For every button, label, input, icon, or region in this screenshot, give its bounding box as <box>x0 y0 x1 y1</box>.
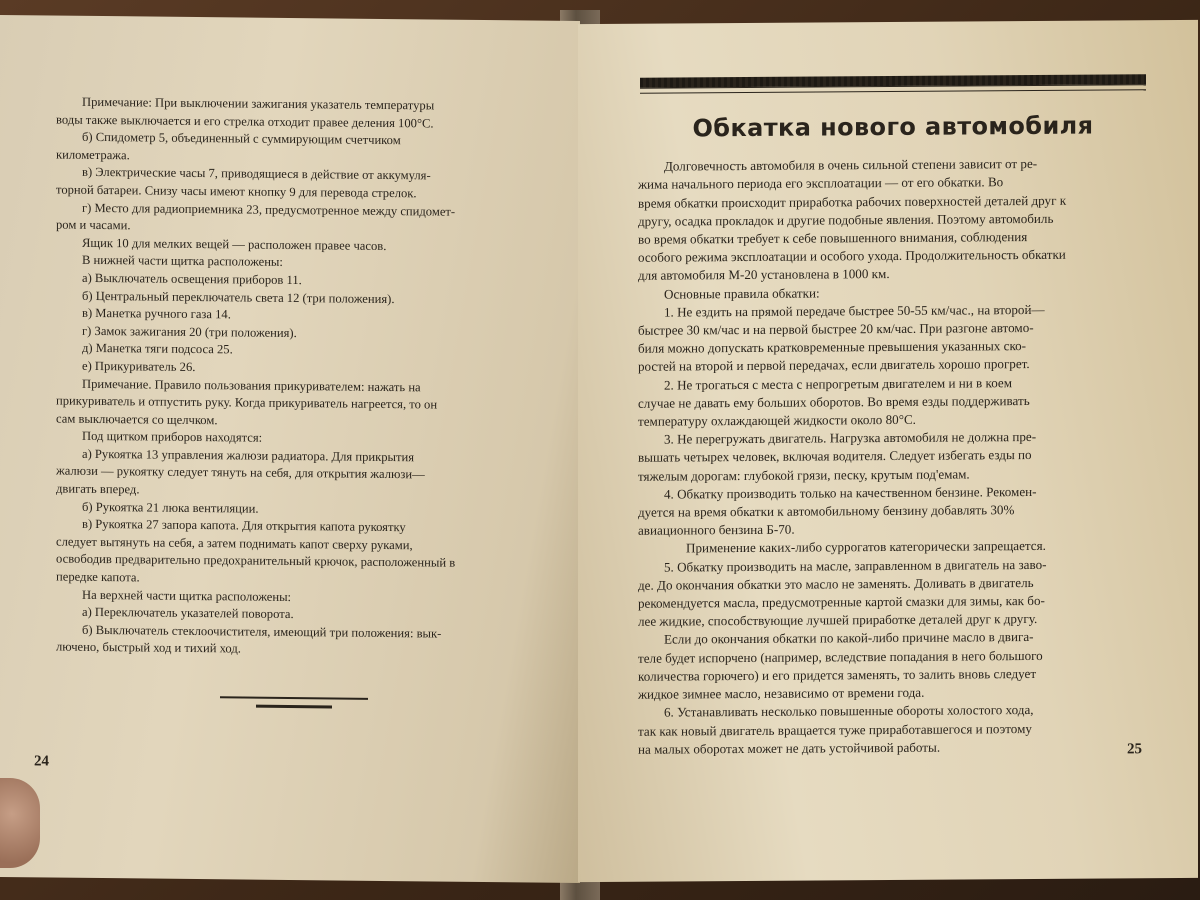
text-line: количества горючего) и его придется заменять, то залить вновь следует <box>638 665 1037 684</box>
text-line: 6. Устанавливать несколько повышенные обороты холостого хода, <box>664 702 1034 720</box>
text-line: вышать четырех человек, включая водителя. Следует избегать езды по <box>638 447 1032 466</box>
text-line: температуру охлаждающей жидкости около 80°С. <box>638 411 916 429</box>
text-line: освободив предварительно предохранительный крючок, расположенный в <box>56 551 456 571</box>
text-line: в) Манетка ручного газа 14. <box>82 305 231 322</box>
text-line: так как новый двигатель вращается туже приработавшегося и поэтому <box>638 720 1032 739</box>
text-line: особого режима эксплоатации и особого ухода. Продолжительность обкатки <box>638 246 1066 265</box>
text-line: тяжелым дорогам: глубокой грязи, песку, крутым под'емам. <box>638 466 970 484</box>
text-line: передке капота. <box>56 569 140 585</box>
text-line: ростей на второй и первой передачах, если двигатель хорошо прогрет. <box>638 356 1030 375</box>
text-line: 3. Не перегружать двигатель. Нагрузка автомобиля не должна пре- <box>664 429 1037 447</box>
text-line: лее жидкие, способствующие лучшей приработке деталей друг к другу. <box>638 611 1038 630</box>
text-line: 2. Не трогаться с места с непрогретым двигателем и ни в коем <box>664 374 1013 393</box>
text-line: е) Прикуриватель 26. <box>82 358 196 374</box>
text-line: двигать вперед. <box>56 481 140 497</box>
text-line: во время обкатки требует к себе повышенного внимания, соблюдения <box>638 229 1028 247</box>
text-line: лючено, быстрый ход и тихий ход. <box>56 639 241 656</box>
text-line: Основные правила обкатки: <box>664 285 820 302</box>
text-line: сам выключается со щелчком. <box>56 411 218 427</box>
text-line: 4. Обкатку производить только на качественном бензине. Рекомен- <box>664 483 1037 502</box>
text-line: дуется на время обкатки к автомобильному бензину добавлять 30% <box>638 502 1015 520</box>
text-line: де. До окончания обкатки это масло не заменять. Доливать в двигатель <box>638 574 1034 593</box>
text-line: а) Переключатель указателей поворота. <box>82 605 294 622</box>
right-page-text <box>638 154 1148 758</box>
text-line: на малых оборотах может не дать устойчивой работы. <box>638 739 941 757</box>
text-line: 5. Обкатку производить на масле, заправленном в двигатель на заво- <box>664 556 1047 575</box>
text-line: г) Замок зажигания 20 (три положения). <box>82 323 297 340</box>
right-page <box>578 20 1198 882</box>
text-line: б) Спидометр 5, объединенный с суммирующим счетчиком <box>82 130 401 148</box>
text-line: Если до окончания обкатки по какой-либо причине масло в двига- <box>664 629 1034 648</box>
text-line: авиационного бензина Б-70. <box>638 521 795 539</box>
header-thin-rule <box>640 89 1146 94</box>
text-line: в) Рукоятка 27 запора капота. Для открытия капота рукоятку <box>82 517 406 535</box>
text-line: другу, осадка прокладок и другие подобные явления. Поэтому автомобиль <box>638 210 1054 229</box>
text-line: жидкое зимнее масло, независимо от времени года. <box>638 684 925 702</box>
text-line: Применение каких-либо суррогатов категорически запрещается. <box>686 538 1046 556</box>
text-line: жима начального периода его эксплоатации — от его обкатки. Во <box>638 174 1004 193</box>
section-divider-long <box>220 696 368 700</box>
text-line: д) Манетка тяги подсоса 25. <box>82 341 233 357</box>
text-line: воды также выключается и его стрелка отходит правее деления 100°С. <box>56 112 434 131</box>
text-line: а) Выключатель освещения приборов 11. <box>82 270 302 288</box>
left-page-text <box>56 94 532 662</box>
text-line: в) Электрические часы 7, приводящиеся в действие от аккумуля- <box>82 165 431 183</box>
text-line: прикуриватель и отпустить руку. Когда прикуриватель нагреется, то он <box>56 393 438 412</box>
reader-thumb <box>0 778 40 868</box>
text-line: километража. <box>56 147 130 163</box>
section-divider-short <box>256 705 332 709</box>
text-line: ром и часами. <box>56 217 131 233</box>
text-line: В нижней части щитка расположены: <box>82 253 283 270</box>
text-line: биля можно допускать кратковременные превышения указанных ско- <box>638 338 1027 356</box>
text-line: Примечание. Правило пользования прикуривателем: нажать на <box>82 376 421 394</box>
text-line: рекомендуется масла, предусмотренные картой смазки для зимы, как бо- <box>638 592 1045 611</box>
text-line: быстрее 30 км/час и на первой быстрее 20 км/час. При разгоне автомо- <box>638 320 1034 338</box>
text-line: б) Центральный переключатель света 12 (три положения). <box>82 288 395 306</box>
text-line: для автомобиля М-20 установлена в 1000 км. <box>638 266 890 284</box>
text-line: теле будет испорчено (например, вследствие попадания в него большого <box>638 647 1043 666</box>
text-line: Под щитком приборов находятся: <box>82 429 263 445</box>
text-line: следует вытянуть на себя, а затем поднимать капот сверху руками, <box>56 534 413 553</box>
text-line: б) Выключатель стеклоочистителя, имеющий три положения: вык- <box>82 622 442 641</box>
text-line: торной батареи. Снизу часы имеют кнопку 9 для перевода стрелок. <box>56 182 417 201</box>
text-line: г) Место для радиоприемника 23, предусмотренное между спидомет- <box>82 200 456 219</box>
left-page <box>0 15 580 883</box>
text-line: жалюзи — рукоятку следует тянуть на себя, для открытия жалюзи— <box>56 464 425 482</box>
text-line: б) Рукоятка 21 люка вентиляции. <box>82 499 259 516</box>
text-line: время обкатки происходит приработка рабочих поверхностей деталей друг к <box>638 192 1067 211</box>
page-number: 24 <box>34 753 49 770</box>
text-line: 1. Не ездить на прямой передаче быстрее 50-55 км/час., на второй— <box>664 301 1045 320</box>
text-line: а) Рукоятка 13 управления жалюзи радиатора. Для прикрытия <box>82 446 415 465</box>
text-line: Долговечность автомобиля в очень сильной степени зависит от ре- <box>664 156 1038 174</box>
header-ornament-rule <box>640 74 1146 89</box>
text-line: Ящик 10 для мелких вещей — расположен правее часов. <box>82 235 387 253</box>
chapter-heading: Обкатка нового автомобиля <box>692 111 1094 143</box>
page-number: 25 <box>1127 741 1142 758</box>
text-line: На верхней части щитка расположены: <box>82 587 292 604</box>
text-line: Примечание: При выключении зажигания указатель температуры <box>82 94 435 113</box>
text-line: случае не давать ему больших оборотов. Во время езды поддерживать <box>638 392 1030 411</box>
